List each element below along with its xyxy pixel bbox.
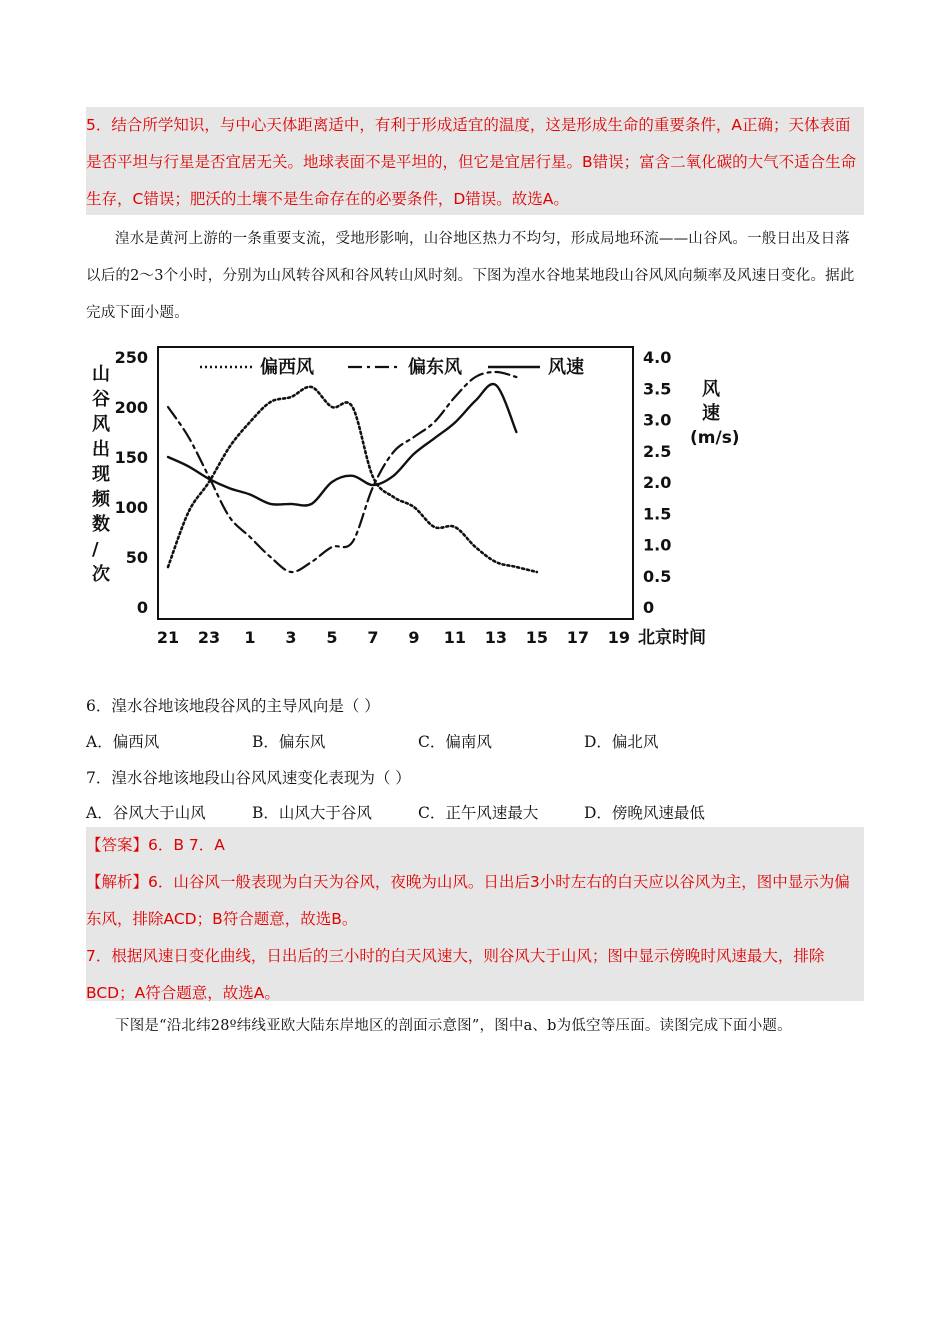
q7-stem: 7．湟水谷地该地段山谷风风速变化表现为（ ） [86, 769, 411, 787]
x-tick-label: 3 [285, 628, 297, 647]
q5-explanation-text: 5．结合所学知识，与中心天体距离适中，有利于形成适宜的温度，这是形成生命的重要条件，A正确；天体表面是否平坦与行星是否宜居无关。地球表面不是平坦的，但它是宜居行星。B错误；富含二氧化碳的大气不适合生命生存，C错误；肥沃的土壤不是生命存在的必要条件，D错误。故选A。 [86, 116, 857, 208]
right-tick-label: 2.5 [643, 441, 672, 461]
analysis-7: 7．根据风速日变化曲线，日出后的三小时的白天风速大，则谷风大于山风；图中显示傍晚时风速最大，排除BCD；A符合题意，故选A。 [86, 947, 825, 1002]
x-tick-label: 9 [408, 628, 420, 647]
series-line-dotted [168, 387, 537, 572]
series-line-solid [168, 384, 516, 505]
left-tick-label: 200 [114, 398, 148, 417]
q6-option-a[interactable]: A．偏西风 [86, 733, 160, 751]
right-tick-label: 1.0 [643, 535, 672, 555]
intro-paragraph-2 [86, 1008, 864, 1045]
right-tick-label: 4.0 [643, 348, 672, 367]
y-label-left-char: 谷 [92, 389, 110, 410]
q7-option-c[interactable]: C．正午风速最大 [418, 804, 539, 822]
y-label-left-char: / [92, 539, 99, 560]
x-tick-label: 1 [244, 628, 256, 647]
left-axis-ticks [115, 348, 148, 617]
left-tick-label: 250 [114, 348, 148, 367]
right-tick-label: 0.5 [643, 566, 672, 586]
q7-option-d[interactable]: D．傍晚风速最低 [584, 804, 705, 822]
right-tick-label: 2.0 [643, 473, 672, 492]
q7-options [86, 801, 846, 823]
x-axis-label: 北京时间 [638, 628, 706, 648]
x-tick-label: 15 [525, 628, 549, 647]
x-tick-label: 7 [367, 628, 379, 647]
y-label-right-char: 速 [702, 403, 720, 424]
y-label-left-char: 现 [92, 464, 110, 485]
q6-options [86, 730, 846, 752]
y-label-right-char: (m/s) [690, 428, 740, 448]
left-tick-label: 0 [136, 598, 148, 617]
left-tick-label: 50 [125, 548, 148, 567]
plot-frame [158, 347, 633, 619]
left-tick-label: 100 [114, 498, 148, 517]
right-axis-ticks [643, 348, 671, 617]
x-tick-label: 11 [443, 628, 467, 647]
legend-label: 风速 [548, 357, 584, 378]
y-label-left-char: 风 [92, 414, 110, 435]
intro-2-text: 下图是“沿北纬28º纬线亚欧大陆东岸地区的剖面示意图”，图中a、b为低空等压面。读图完成下面小题。 [115, 1018, 792, 1034]
q6-option-d[interactable]: D．偏北风 [584, 733, 659, 751]
right-tick-label: 1.5 [643, 504, 672, 524]
y-label-left-char: 次 [92, 564, 110, 585]
wind-chart [80, 335, 740, 655]
answer-line: 【答案】6．B 7．A [86, 836, 225, 854]
y-label-left-char: 数 [92, 514, 110, 535]
x-tick-label: 19 [607, 628, 631, 647]
intro-1-text: 湟水是黄河上游的一条重要支流，受地形影响，山谷地区热力不均匀，形成局地环流——山谷风。一般日出及日落以后的2～3个小时，分别为山风转谷风和谷风转山风时刻。下图为湟水谷地某地段山谷风风向频率及风速日变化。据此完成下面小题。 [86, 231, 855, 321]
series-line-dashdot [168, 372, 516, 572]
intro-paragraph-1 [86, 221, 864, 332]
y-label-right-char: 风 [702, 379, 720, 400]
answer-block [86, 827, 864, 1001]
x-axis-ticks [157, 628, 630, 647]
chart-legend [200, 356, 584, 378]
q6-option-c[interactable]: C．偏南风 [418, 733, 492, 751]
q6-option-b[interactable]: B．偏东风 [252, 733, 326, 751]
right-tick-label: 3.5 [643, 379, 672, 399]
q7-option-b[interactable]: B．山风大于谷风 [252, 804, 372, 822]
y-label-left-char: 出 [92, 439, 110, 460]
y-label-left-char: 山 [92, 364, 110, 385]
analysis-6: 【解析】6．山谷风一般表现为白天为谷风，夜晚为山风。日出后3小时左右的白天应以谷风为主，图中显示为偏东风，排除ACD；B符合题意，故选B。 [86, 873, 850, 928]
x-tick-label: 23 [197, 628, 221, 647]
legend-label: 偏西风 [260, 357, 314, 378]
x-tick-label: 17 [566, 628, 590, 647]
y-axis-right-label [690, 379, 740, 448]
q6-stem: 6．湟水谷地该地段谷风的主导风向是（ ） [86, 697, 380, 715]
y-axis-left-label [92, 364, 111, 585]
y-label-left-char: 频 [92, 489, 110, 510]
left-tick-label: 150 [114, 448, 148, 467]
x-tick-label: 5 [326, 628, 338, 647]
legend-label: 偏东风 [408, 357, 462, 378]
x-tick-label: 21 [156, 628, 180, 647]
right-tick-label: 0 [643, 598, 655, 617]
x-tick-label: 13 [484, 628, 508, 647]
right-tick-label: 3.0 [643, 410, 672, 430]
series-layer [168, 372, 537, 572]
q7-option-a[interactable]: A．谷风大于山风 [86, 804, 206, 822]
q5-explanation [86, 107, 864, 215]
